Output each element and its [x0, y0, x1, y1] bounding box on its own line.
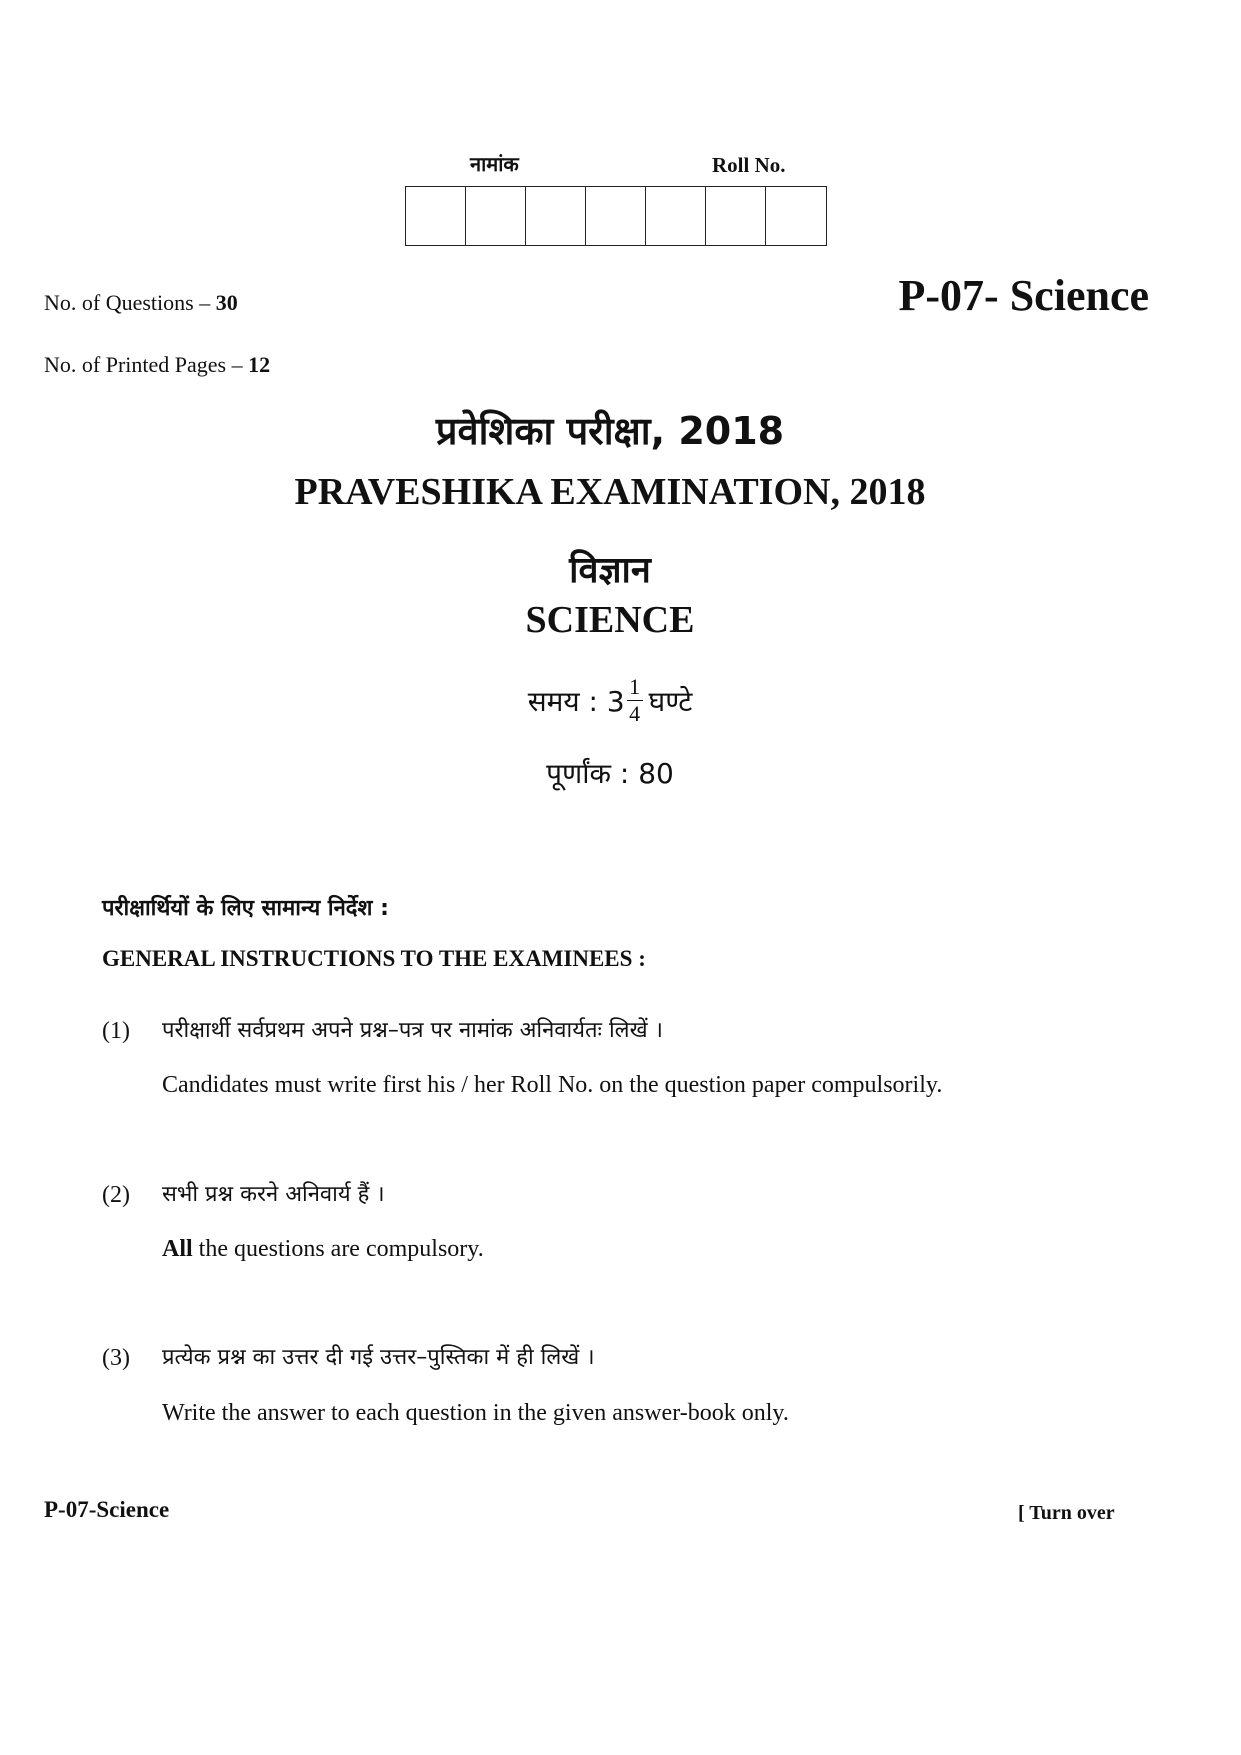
fraction-numerator: 1	[629, 674, 641, 699]
instruction-english: Write the answer to each question in the given answer-book only.	[162, 1400, 789, 1426]
printed-pages-count	[44, 352, 270, 378]
pages-value: 12	[248, 352, 271, 377]
instruction-english: Candidates must write first his / her Roll No. on the question paper compulsorily.	[162, 1072, 943, 1098]
instruction-number: (2)	[102, 1182, 130, 1208]
exam-title-english: PRAVESHIKA EXAMINATION, 2018	[294, 471, 926, 513]
paper-code-title: P-07- Science	[898, 271, 1149, 320]
turn-over-note: [ Turn over	[1018, 1502, 1115, 1524]
roll-label-english: Roll No.	[712, 153, 786, 177]
questions-value: 30	[215, 290, 238, 315]
footer-paper-code: P-07-Science	[44, 1497, 170, 1522]
questions-count	[44, 290, 238, 316]
pages-label: No. of Printed Pages –	[44, 352, 243, 377]
instructions-heading-hindi: परीक्षार्थियों के लिए सामान्य निर्देश :	[102, 896, 389, 921]
exam-duration	[0, 676, 1220, 725]
time-label: समय : 3	[527, 684, 625, 718]
instruction-text: the questions are compulsory.	[192, 1236, 484, 1262]
roll-box[interactable]	[706, 187, 766, 245]
questions-label: No. of Questions –	[44, 290, 211, 315]
instruction-number: (3)	[102, 1345, 130, 1371]
subject-hindi: विज्ञान	[569, 550, 651, 591]
max-marks: पूर्णांक : 80	[546, 757, 674, 790]
time-fraction	[627, 676, 643, 725]
roll-box[interactable]	[526, 187, 586, 245]
subject-english: SCIENCE	[525, 599, 695, 641]
exam-title-hindi: प्रवेशिका परीक्षा, 2018	[435, 409, 785, 453]
instruction-hindi: प्रत्येक प्रश्न का उत्तर दी गई उत्तर–पुस्तिका में ही लिखें ।	[162, 1345, 595, 1370]
time-unit: घण्टे	[648, 684, 693, 718]
roll-box[interactable]	[466, 187, 526, 245]
instruction-number: (1)	[102, 1018, 130, 1044]
roll-number-boxes	[405, 186, 827, 246]
instruction-hindi: परीक्षार्थी सर्वप्रथम अपने प्रश्न–पत्र पर नामांक अनिवार्यतः लिखें ।	[162, 1018, 663, 1043]
instruction-english	[162, 1236, 484, 1263]
roll-box[interactable]	[406, 187, 466, 245]
roll-box[interactable]	[586, 187, 646, 245]
fraction-denominator: 4	[629, 701, 641, 726]
roll-box[interactable]	[766, 187, 826, 245]
instruction-emphasis: All	[162, 1236, 193, 1262]
roll-box[interactable]	[646, 187, 706, 245]
roll-label-hindi: नामांक	[470, 152, 519, 176]
instruction-hindi: सभी प्रश्न करने अनिवार्य हैं ।	[162, 1182, 385, 1207]
instructions-heading-english: GENERAL INSTRUCTIONS TO THE EXAMINEES :	[102, 946, 646, 971]
